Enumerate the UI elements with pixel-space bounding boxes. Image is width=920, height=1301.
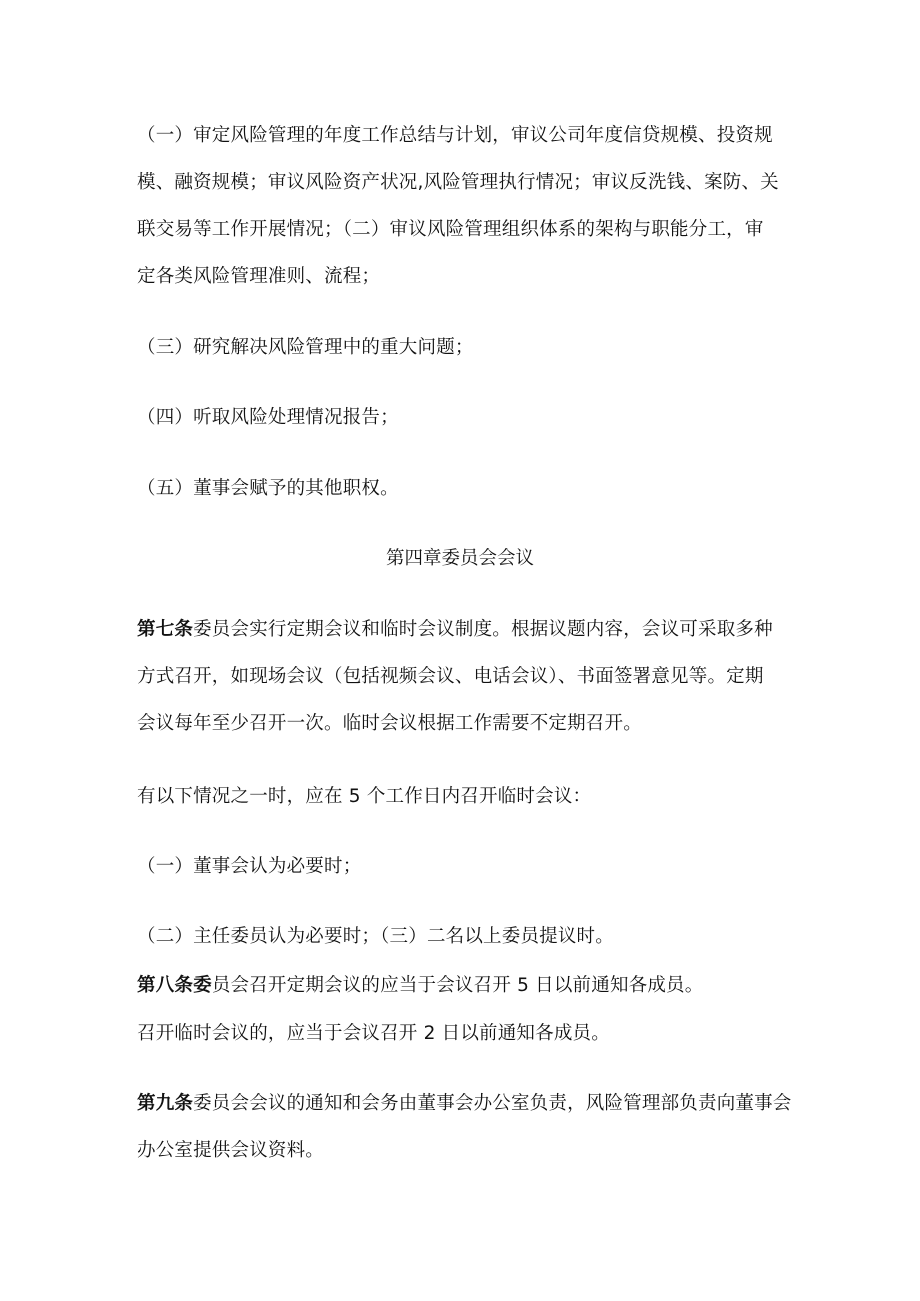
paragraph-line: 联交易等工作开展情况；（二）审议风险管理组织体系的架构与职能分工，审: [137, 219, 764, 240]
temp-meeting-intro: 有以下情况之一时，应在 5 个工作日内召开临时会议：: [137, 786, 592, 807]
list-item: （四）听取风险处理情况报告；: [137, 407, 399, 428]
article-9-line: 办公室提供会议资料。: [137, 1140, 325, 1161]
article-7-line: 方式召开，如现场会议（包括视频会议、电话会议）、书面签署意见等。定期: [137, 666, 764, 687]
article-text: 委员会实行定期会议和临时会议制度。根据议题内容，会议可采取多种: [193, 619, 773, 640]
paragraph-line: （一）审定风险管理的年度工作总结与计划，审议公司年度信贷规模、投资规: [137, 125, 773, 146]
article-9-line: [137, 1091, 792, 1117]
article-text: 委员会会议的通知和会务由董事会办公室负责，风险管理部负责向董事会: [193, 1093, 792, 1114]
article-8-line: [137, 973, 703, 999]
list-item: （二）主任委员认为必要时；（三）二名以上委员提议时。: [137, 926, 614, 947]
paragraph-line: 模、融资规模；审议风险资产状况,风险管理执行情况；审议反洗钱、案防、关: [137, 172, 779, 193]
list-item: （三）研究解决风险管理中的重大问题；: [137, 337, 474, 358]
article-text: 员会召开定期会议的应当于会议召开 5 日以前通知各成员。: [211, 975, 704, 996]
article-label: 第九条: [137, 1093, 194, 1114]
article-label: 第八条委: [137, 975, 212, 996]
article-7-line: [137, 617, 773, 643]
article-7-line: 会议每年至少召开一次。临时会议根据工作需要不定期召开。: [137, 713, 642, 734]
list-item: （一）董事会认为必要时；: [137, 856, 362, 877]
chapter-title: 第四章委员会会议: [385, 548, 534, 569]
paragraph-line: 定各类风险管理准则、流程；: [137, 266, 381, 287]
article-label: 第七条: [137, 619, 194, 640]
list-item: （五）董事会赋予的其他职权。: [137, 478, 399, 499]
article-8-line: 召开临时会议的，应当于会议召开 2 日以前通知各成员。: [137, 1023, 610, 1044]
